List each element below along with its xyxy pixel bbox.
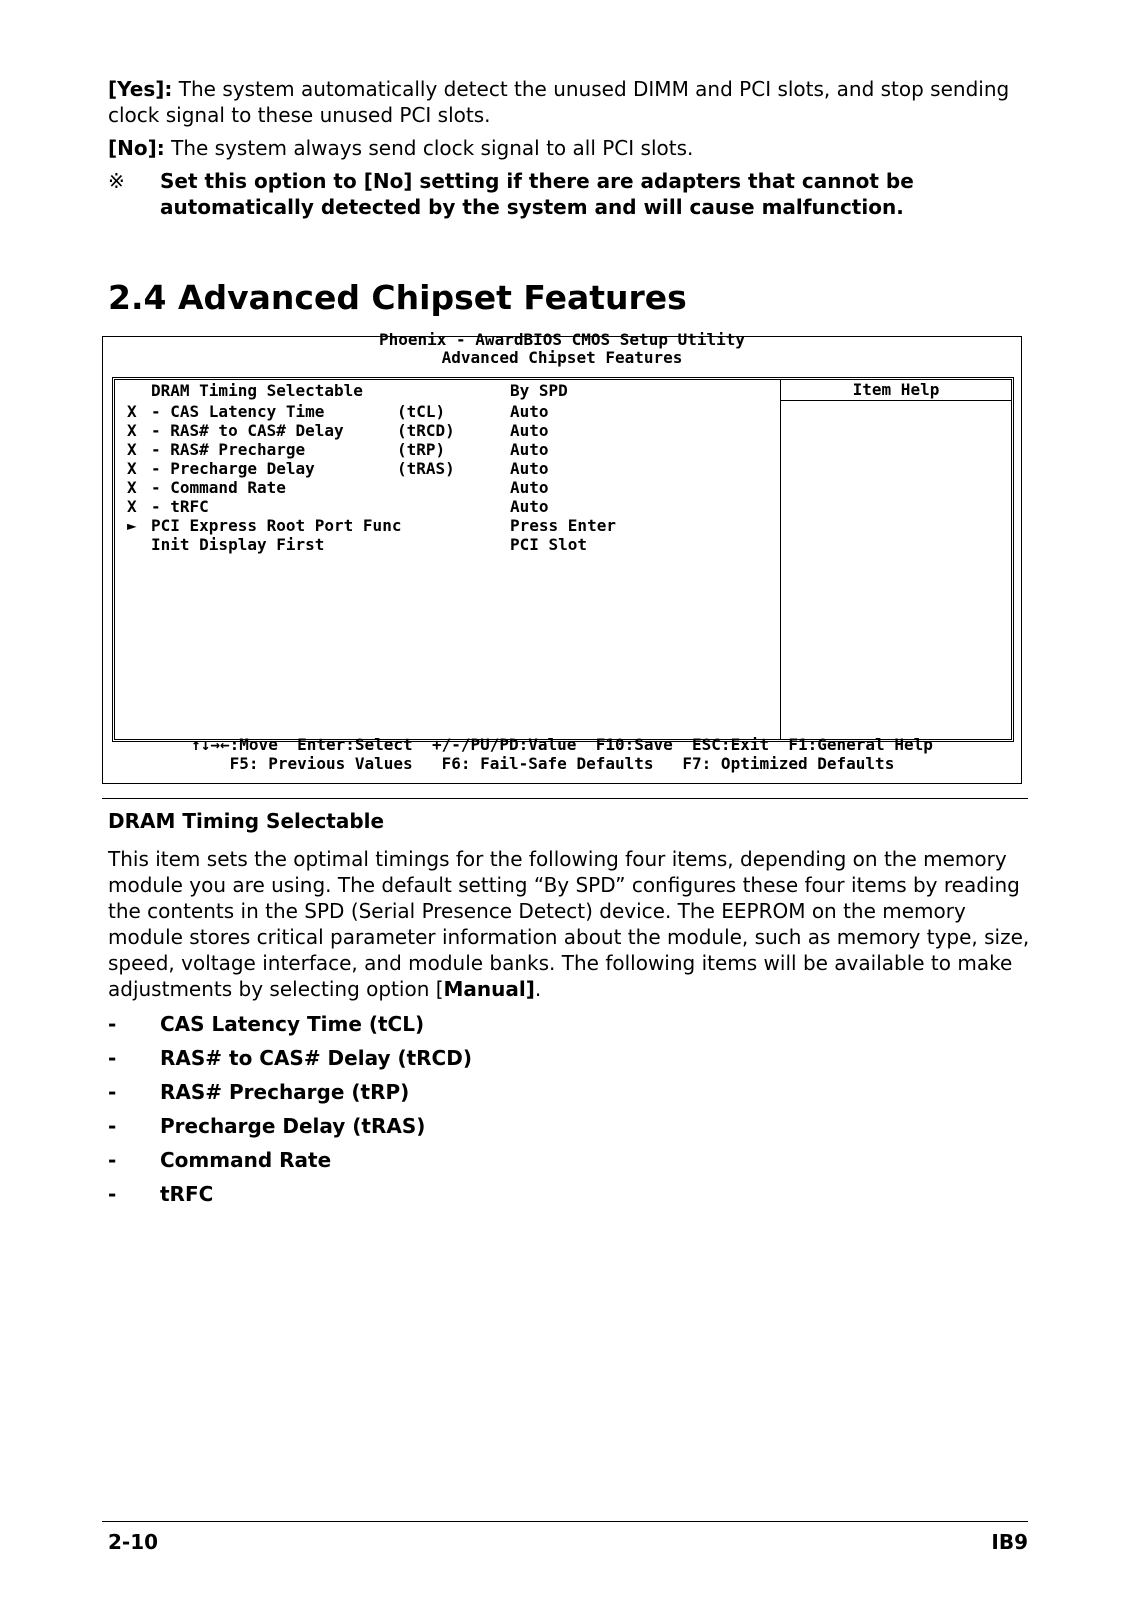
bios-subtitle: Advanced Chipset Features — [441, 348, 683, 367]
list-item-text: CAS Latency Time (tCL) — [160, 1012, 425, 1036]
list-dash: - — [108, 1080, 117, 1104]
warning-note-text: Set this option to [No] setting if there are adapters that cannot be automatically detected by the system and will cause malfunction. — [160, 169, 914, 219]
bios-setting-value[interactable]: Auto — [510, 402, 549, 421]
list-item — [108, 1045, 1008, 1079]
footer-divider — [102, 1521, 1028, 1522]
bios-setting-value[interactable]: Auto — [510, 440, 549, 459]
product-model: IB9 — [991, 1530, 1028, 1554]
bios-menu-panel — [112, 377, 1014, 742]
list-item — [108, 1079, 1008, 1113]
list-item — [108, 1147, 1008, 1181]
list-dash: - — [108, 1148, 117, 1172]
bios-row-marker: X — [127, 421, 137, 440]
bios-setting-value[interactable]: Auto — [510, 478, 549, 497]
section-divider — [102, 798, 1028, 799]
bios-setting-name: Init Display First — [151, 535, 325, 554]
bios-row-marker: ► — [127, 516, 137, 535]
bios-setting-value[interactable]: Auto — [510, 497, 549, 516]
list-item-text: RAS# Precharge (tRP) — [160, 1080, 410, 1104]
bios-setting-value[interactable]: PCI Slot — [510, 535, 588, 554]
bios-title: Phoenix - AwardBIOS CMOS Setup Utility — [378, 330, 746, 349]
bios-row-marker: X — [127, 459, 137, 478]
bios-row-marker: X — [127, 440, 137, 459]
list-dash: - — [108, 1114, 117, 1138]
page-number: 2-10 — [108, 1530, 159, 1554]
bios-setting-abbreviation: (tRAS) — [397, 459, 455, 478]
bios-setting-name: - Precharge Delay — [151, 459, 315, 478]
list-item-text: Command Rate — [160, 1148, 332, 1172]
list-item — [108, 1181, 1008, 1215]
reference-mark-icon: ※ — [108, 169, 125, 193]
body-text-end: . — [534, 977, 542, 1001]
list-dash: - — [108, 1182, 117, 1206]
no-option-paragraph — [108, 135, 1028, 161]
subsection-title: DRAM Timing Selectable — [108, 809, 385, 833]
bios-setting-value[interactable]: Auto — [510, 459, 549, 478]
yes-option-paragraph — [108, 76, 1028, 128]
item-help-title: Item Help — [781, 380, 1011, 401]
bios-setting-abbreviation: (tCL) — [397, 402, 446, 421]
bios-screen — [102, 330, 1022, 784]
bios-key-legend-2: F5: Previous Values F6: Fail-Safe Defaults F7: Optimized Defaults — [229, 754, 895, 773]
bios-row-marker: X — [127, 478, 137, 497]
bios-row-marker: X — [127, 497, 137, 516]
section-heading: 2.4 Advanced Chipset Features — [108, 278, 687, 317]
list-item — [108, 1113, 1008, 1147]
bios-setting-name: - Command Rate — [151, 478, 286, 497]
list-dash: - — [108, 1012, 117, 1036]
timing-items-list — [108, 1011, 1008, 1215]
list-dash: - — [108, 1046, 117, 1070]
bios-row-marker: X — [127, 402, 137, 421]
subsection-body — [108, 846, 1038, 1002]
list-item-text: RAS# to CAS# Delay (tRCD) — [160, 1046, 472, 1070]
body-text-main: This item sets the optimal timings for the following four items, depending on the memory module you are using. The default setting “By SPD” configures these four items by reading the contents in the SPD (Serial Presence Detect) device. The EEPROM on the memory module stores critical parameter information about the module, such as memory type, size, speed, voltage interface, and module banks. The following items will be available to make adjustments by selecting option [ — [108, 847, 1030, 1001]
bios-setting-name: - RAS# Precharge — [151, 440, 306, 459]
yes-option-label: [Yes]: — [108, 77, 173, 101]
list-item — [108, 1011, 1008, 1045]
no-option-label: [No]: — [108, 136, 165, 160]
bios-panel-divider — [780, 380, 781, 739]
bios-setting-value[interactable]: Press Enter — [510, 516, 616, 535]
yes-option-text: The system automatically detect the unused DIMM and PCI slots, and stop sending clock signal to these unused PCI slots. — [108, 77, 1010, 127]
bios-setting-value[interactable]: By SPD — [510, 381, 568, 400]
list-item-text: Precharge Delay (tRAS) — [160, 1114, 426, 1138]
bios-setting-name: - RAS# to CAS# Delay — [151, 421, 344, 440]
bios-setting-name: - tRFC — [151, 497, 209, 516]
bios-setting-name: DRAM Timing Selectable — [151, 381, 363, 400]
no-option-text: The system always send clock signal to all PCI slots. — [164, 136, 694, 160]
bios-setting-abbreviation: (tRP) — [397, 440, 446, 459]
bios-setting-name: PCI Express Root Port Func — [151, 516, 402, 535]
body-text-manual: Manual] — [443, 977, 535, 1001]
bios-key-legend-1: ↑↓→←:Move Enter:Select +/-/PU/PD:Value F10:Save ESC:Exit F1:General Help — [191, 735, 933, 754]
bios-setting-name: - CAS Latency Time — [151, 402, 325, 421]
bios-setting-abbreviation: (tRCD) — [397, 421, 455, 440]
list-item-text: tRFC — [160, 1182, 214, 1206]
bios-setting-value[interactable]: Auto — [510, 421, 549, 440]
